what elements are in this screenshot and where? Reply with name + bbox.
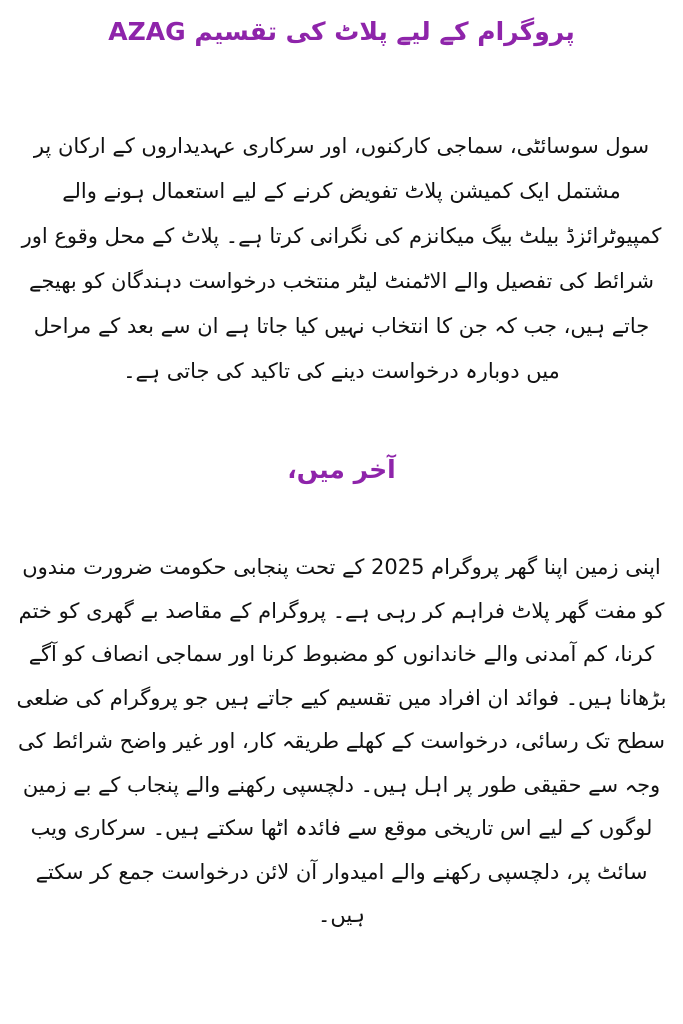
article-title: AZAG پروگرام کے لیے پلاٹ کی تقسیم: [108, 17, 575, 46]
body-paragraph-2: اپنی زمین اپنا گھر پروگرام 2025 کے تحت پنجابی حکومت ضرورت مندوں کو مفت گھر پلاٹ فراہم کر رہی ہے۔ پروگرام کے مقاصد بے گھری کو ختم کرنا، کم آمدنی والے خاندانوں کو مضبوط کرنا اور سماجی انصاف کو آگے بڑھانا ہیں۔ فوائد ان افراد میں تقسیم کیے جاتے ہیں جو پروگرام کی ضلعی سطح تک رسائی، درخواست کے کھلے طریقہ کار، اور غیر واضح شرائط کی وجہ سے حقیقی طور پر اہل ہیں۔ دلچسپی رکھنے والے پنجاب کے بے زمین لوگوں کے لیے اس تاریخی موقع سے فائدہ اٹھا سکتے ہیں۔ سرکاری ویب سائٹ پر، دلچسپی رکھنے والے امیدوار آن لائن درخواست جمع کر سکتے ہیں۔: [16, 555, 667, 927]
body-paragraph-1: سول سوسائٹی، سماجی کارکنوں، اور سرکاری عہدیداروں کے ارکان پر مشتمل ایک کمیشن پلاٹ تفویض کرنے کے لیے استعمال ہونے والے کمپیوٹرائزڈ بیلٹ بیگ میکانزم کی نگرانی کرتا ہے۔ پلاٹ کے محل وقوع اور شرائط کی تفصیل والے الاٹمنٹ لیٹر منتخب درخواست دہندگان کو بھیجے جاتے ہیں، جب کہ جن کا انتخاب نہیں کیا جاتا ہے ان سے بعد کے مراحل میں دوبارہ درخواست دینے کی تاکید کی جاتی ہے۔: [21, 134, 662, 383]
section-gap: [14, 394, 669, 452]
conclusion-heading: آخر میں،: [287, 455, 396, 484]
